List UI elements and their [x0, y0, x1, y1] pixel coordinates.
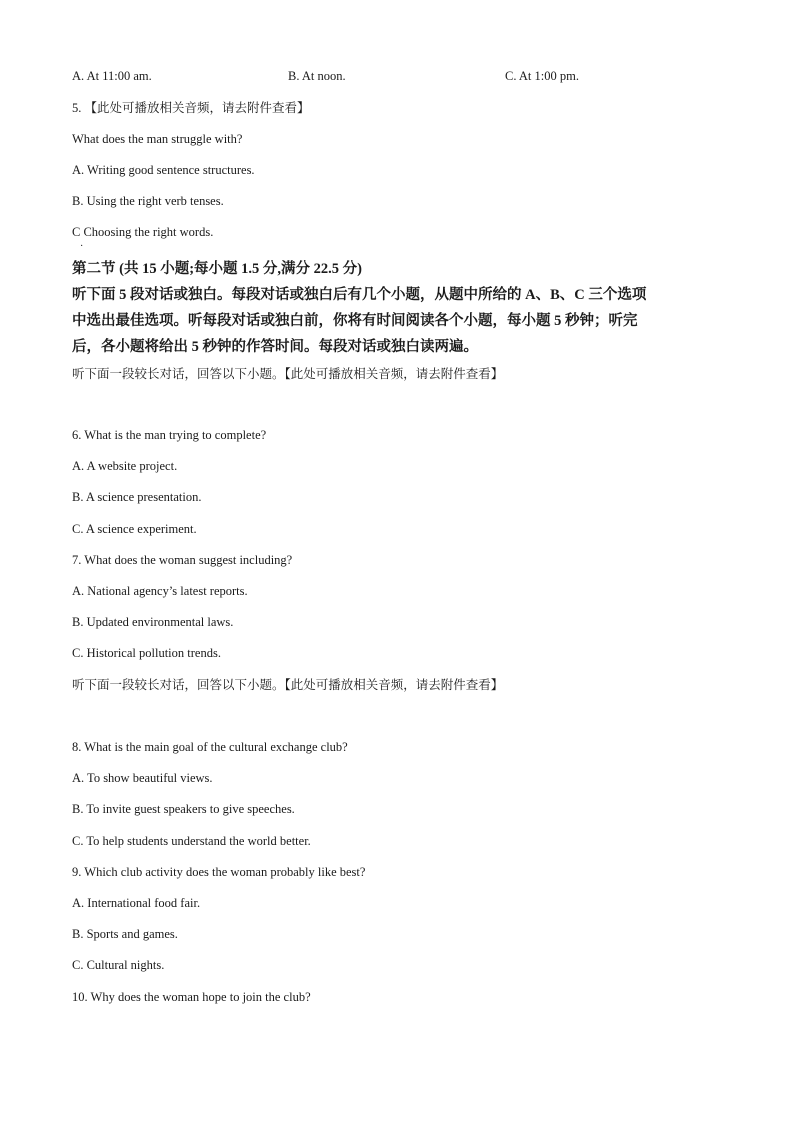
section2-instruction-1: 听下面 5 段对话或独白。每段对话或独白后有几个小题，从题中所给的 A、B、C 三个选项 [72, 287, 647, 303]
dialogue-prompt-2: 听下面一段较长对话，回答以下小题。【此处可播放相关音频，请去附件查看】 [72, 678, 504, 692]
section2-instruction-3: 后，各小题将给出 5 秒钟的作答时间。每段对话或独白读两遍。 [72, 339, 478, 355]
q7-option-c: C. Historical pollution trends. [72, 646, 221, 660]
q8-option-a: A. To show beautiful views. [72, 771, 213, 785]
q7-question: 7. What does the woman suggest including? [72, 553, 293, 567]
q7-option-b: B. Updated environmental laws. [72, 615, 234, 629]
q4-option-b: B. At noon. [288, 69, 346, 83]
section2-title: 第二节 (共 15 小题;每小题 1.5 分,满分 22.5 分) [72, 261, 362, 277]
section2-instruction-2: 中选出最佳选项。听每段对话或独白前，你将有时间阅读各个小题，每小题 5 秒钟；听完 [72, 313, 638, 329]
q5-header: 5. 【此处可播放相关音频，请去附件查看】 [72, 101, 310, 115]
q9-option-a: A. International food fair. [72, 896, 201, 910]
dialogue-prompt-1: 听下面一段较长对话，回答以下小题。【此处可播放相关音频，请去附件查看】 [72, 367, 504, 381]
q9-option-c: C. Cultural nights. [72, 958, 165, 972]
q6-option-b: B. A science presentation. [72, 490, 202, 504]
q8-question: 8. What is the main goal of the cultural exchange club? [72, 740, 348, 754]
q4-option-c: C. At 1:00 pm. [505, 69, 579, 83]
q7-option-a: A. National agency’s latest reports. [72, 584, 248, 598]
stray-dot: · [80, 241, 84, 252]
q6-option-a: A. A website project. [72, 459, 178, 473]
q6-question: 6. What is the man trying to complete? [72, 428, 267, 442]
q5-option-c: C Choosing the right words. [72, 225, 214, 239]
q9-question: 9. Which club activity does the woman probably like best? [72, 865, 366, 879]
q5-option-b: B. Using the right verb tenses. [72, 194, 224, 208]
q5-option-a: A. Writing good sentence structures. [72, 163, 255, 177]
q10-question: 10. Why does the woman hope to join the club? [72, 990, 311, 1004]
q6-option-c: C. A science experiment. [72, 522, 197, 536]
q9-option-b: B. Sports and games. [72, 927, 178, 941]
q4-option-a: A. At 11:00 am. [72, 69, 152, 83]
q8-option-c: C. To help students understand the world better. [72, 834, 311, 848]
q8-option-b: B. To invite guest speakers to give speeches. [72, 802, 295, 816]
q5-question: What does the man struggle with? [72, 132, 243, 146]
